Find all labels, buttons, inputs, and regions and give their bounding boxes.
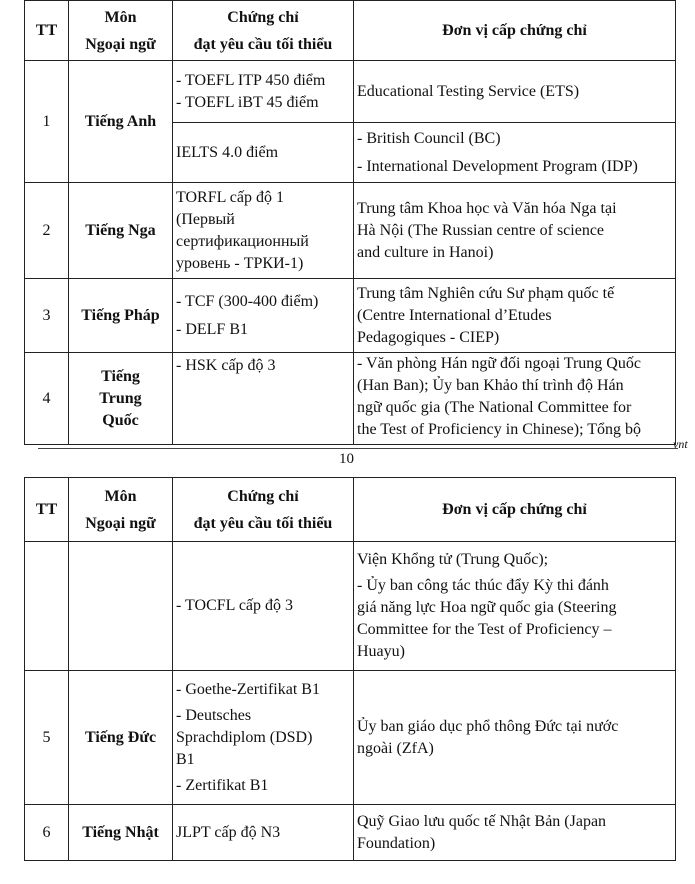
margin-mark: vnt — [673, 437, 688, 451]
issuer-cell — [354, 353, 676, 445]
issuer-line: ngoài (ZfA) — [357, 739, 434, 757]
certificate-cell — [173, 183, 354, 279]
cert-line: - Zertifikat B1 — [176, 776, 269, 794]
row-number: 1 — [25, 61, 69, 183]
table-header-row — [25, 478, 676, 542]
header-subject-line1: Môn — [104, 8, 137, 26]
header-tt: TT — [25, 478, 69, 542]
cert-line: TORFL cấp độ 1 — [176, 188, 284, 206]
row-number: 4 — [25, 353, 69, 445]
language-line: Quốc — [102, 411, 139, 429]
table-row — [25, 61, 676, 123]
page-number: 10 — [339, 451, 354, 467]
header-subject-line2: Ngoại ngữ — [85, 514, 156, 532]
cert-line: - Deutsches — [176, 706, 252, 724]
issuer-line: Committee for the Test of Proficiency – — [357, 621, 612, 638]
issuer-line: - Ủy ban công tác thúc đẩy Kỳ thi đánh — [357, 577, 609, 594]
cert-line: Sprachdiplom (DSD) — [176, 728, 313, 746]
certificate-cell: IELTS 4.0 điểm — [173, 123, 354, 183]
cert-line: B1 — [176, 750, 195, 768]
page-bottom-edge — [38, 447, 678, 449]
certificate-cell: - TOCFL cấp độ 3 — [173, 542, 354, 671]
header-cert-line1: Chứng chỉ — [227, 487, 299, 505]
language-name — [69, 353, 173, 445]
certificate-cell — [173, 671, 354, 805]
issuer-line: Foundation) — [357, 834, 436, 852]
header-cert-line1: Chứng chỉ — [227, 8, 299, 26]
language-name: Tiếng Anh — [69, 61, 173, 183]
table-row — [25, 279, 676, 353]
issuer-line: Ủy ban giáo dục phổ thông Đức tại nước — [357, 717, 619, 735]
header-issuer: Đơn vị cấp chứng chỉ — [354, 1, 676, 61]
header-certificate — [173, 1, 354, 61]
table-row — [25, 183, 676, 279]
language-name: Tiếng Đức — [69, 671, 173, 805]
issuer-cell — [354, 183, 676, 279]
row-number: 3 — [25, 279, 69, 353]
language-line: Tiếng — [101, 367, 140, 385]
table-row — [25, 671, 676, 805]
cert-line: - TCF (300-400 điểm) — [176, 292, 319, 310]
language-name: Tiếng Nga — [69, 183, 173, 279]
issuer-line: Viện Khổng tử (Trung Quốc); — [357, 551, 549, 568]
issuer-line: the Test of Proficiency in Chinese); Tổng bộ — [357, 421, 642, 438]
cert-line: (Первый — [176, 210, 235, 228]
row-number: 6 — [25, 805, 69, 861]
issuer-line: - Văn phòng Hán ngữ đối ngoại Trung Quốc — [357, 355, 641, 372]
certificate-cell — [173, 279, 354, 353]
issuer-line: Pedagogiques - CIEP) — [357, 328, 500, 346]
header-issuer: Đơn vị cấp chứng chỉ — [354, 478, 676, 542]
table-row — [25, 353, 676, 445]
certificate-cell: - HSK cấp độ 3 — [173, 353, 354, 445]
header-certificate — [173, 478, 354, 542]
issuer-line: and culture in Hanoi) — [357, 243, 494, 261]
header-cert-line2: đạt yêu cầu tối thiểu — [193, 35, 333, 53]
language-name: Tiếng Pháp — [69, 279, 173, 353]
header-cert-line2: đạt yêu cầu tối thiểu — [193, 514, 333, 532]
issuer-cell — [354, 805, 676, 861]
table-row — [25, 805, 676, 861]
language-line: Trung — [99, 389, 142, 407]
cert-line: - TOEFL iBT 45 điểm — [176, 93, 319, 111]
issuer-line: - International Development Program (IDP) — [357, 157, 638, 175]
issuer-line: Trung tâm Nghiên cứu Sư phạm quốc tế — [357, 284, 615, 302]
row-number: 2 — [25, 183, 69, 279]
table-row — [25, 542, 676, 671]
row-number — [25, 542, 69, 671]
certificate-cell — [173, 61, 354, 123]
issuer-cell — [354, 123, 676, 183]
certificate-table-part1 — [24, 0, 676, 445]
header-subject — [69, 1, 173, 61]
language-name — [69, 542, 173, 671]
cert-line: - DELF B1 — [176, 320, 248, 338]
cert-line: уровень - ТРКИ-1) — [176, 254, 304, 272]
issuer-line: Quỹ Giao lưu quốc tế Nhật Bản (Japan — [357, 812, 607, 830]
issuer-line: (Centre International d’Etudes — [357, 306, 552, 324]
issuer-line: (Han Ban); Ủy ban Khảo thí trình độ Hán — [357, 377, 624, 394]
certificate-table-part2 — [24, 477, 676, 861]
header-subject-line1: Môn — [104, 487, 137, 505]
header-subject-line2: Ngoại ngữ — [85, 35, 156, 53]
issuer-cell — [354, 279, 676, 353]
issuer-line: - British Council (BC) — [357, 129, 501, 147]
issuer-cell: Educational Testing Service (ETS) — [354, 61, 676, 123]
issuer-cell — [354, 671, 676, 805]
issuer-line: Huayu) — [357, 643, 405, 660]
cert-line: - TOEFL ITP 450 điểm — [176, 71, 326, 89]
issuer-line: giá năng lực Hoa ngữ quốc gia (Steering — [357, 599, 617, 616]
row-number: 5 — [25, 671, 69, 805]
issuer-cell — [354, 542, 676, 671]
header-subject — [69, 478, 173, 542]
cert-line: - Goethe-Zertifikat B1 — [176, 680, 320, 698]
issuer-line: Trung tâm Khoa học và Văn hóa Nga tại — [357, 199, 617, 217]
language-name: Tiếng Nhật — [69, 805, 173, 861]
issuer-line: ngữ quốc gia (The National Committee for — [357, 399, 632, 416]
header-tt: TT — [25, 1, 69, 61]
cert-line: сертификационный — [176, 232, 309, 250]
issuer-line: Hà Nội (The Russian centre of science — [357, 221, 605, 239]
certificate-cell: JLPT cấp độ N3 — [173, 805, 354, 861]
table-header-row — [25, 1, 676, 61]
